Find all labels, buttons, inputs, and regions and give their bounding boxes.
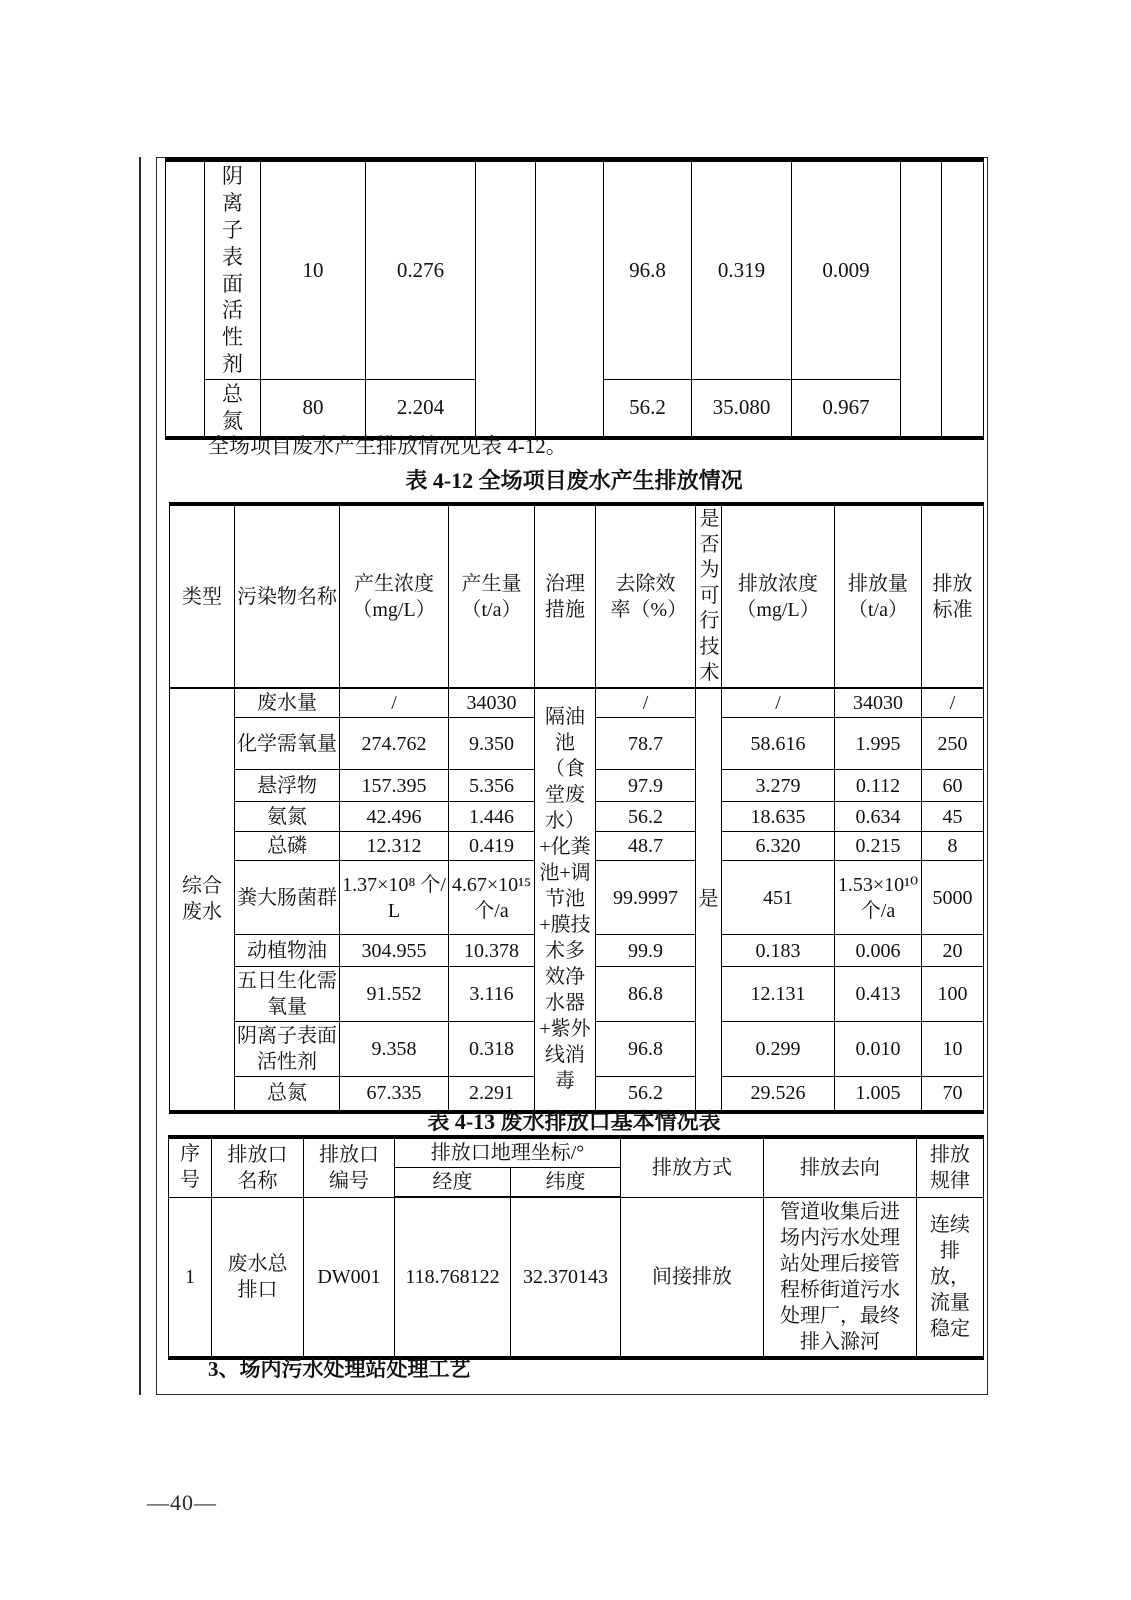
t412-r6-gen-conc: 304.955 — [340, 935, 449, 967]
t412-r9-standard: 70 — [922, 1077, 984, 1112]
t412-r4-dis-conc: 6.320 — [722, 832, 835, 861]
prev-type-cell-empty — [166, 160, 205, 438]
t413-r0-pattern — [917, 1197, 984, 1358]
t412-r0-name: 废水量 — [235, 688, 340, 718]
t412-r3-dis-amt: 0.634 — [835, 802, 922, 832]
t412-r5-gen-conc: 1.37×10⁸ 个/L — [340, 861, 449, 935]
t413-header-seq — [169, 1137, 212, 1197]
prev-tn-removal: 56.2 — [604, 380, 692, 438]
t413-r0-dest — [764, 1197, 917, 1358]
t412-r2-gen-conc: 157.395 — [340, 770, 449, 802]
t413-r0-pattern-text: 连续排放，流量稳定 — [930, 1213, 970, 1340]
t412-r9-gen-amt: 2.291 — [449, 1077, 535, 1112]
t412-r2-name: 悬浮物 — [235, 770, 340, 802]
t413-header-name — [212, 1137, 304, 1197]
t412-r4-standard: 8 — [922, 832, 984, 861]
t412-r2-dis-conc: 3.279 — [722, 770, 835, 802]
t412-header-feasible — [696, 504, 722, 688]
prev-anionic-removal: 96.8 — [604, 160, 692, 380]
prev-anionic-name-text: 阴离子表面活性剂 — [221, 164, 243, 377]
t413-header-mode: 排放方式 — [621, 1137, 764, 1197]
t413-header-name-text: 排放口名称 — [227, 1143, 288, 1192]
t412-r6-dis-amt: 0.006 — [835, 935, 922, 967]
prev-anionic-name — [205, 160, 261, 380]
t412-type-value-text: 综合废水 — [182, 875, 222, 924]
t412-r7-gen-conc: 91.552 — [340, 967, 449, 1022]
t412-header-feasible-text: 是否为可行技术 — [699, 508, 720, 684]
t412-treatment-value: 隔油池（食堂废水）+化粪池+调节池+膜技术多效净水器+紫外线消毒 — [535, 688, 596, 1112]
t412-r4-gen-conc: 12.312 — [340, 832, 449, 861]
t413-r0-lat: 32.370143 — [511, 1197, 621, 1358]
t412-r6-standard: 20 — [922, 935, 984, 967]
t413-header-lon: 经度 — [395, 1168, 511, 1198]
t412-header-dis-amt — [835, 504, 922, 688]
t413-header-pattern-text: 排放规律 — [930, 1143, 970, 1192]
t413-r0-mode: 间接排放 — [621, 1197, 764, 1358]
prev-page-table-continuation — [165, 157, 984, 440]
t412-r5-standard: 5000 — [922, 861, 984, 935]
t413-header-coord: 排放口地理坐标/° — [395, 1137, 621, 1168]
page-border-outer-left — [139, 157, 141, 1395]
t412-r6-dis-conc: 0.183 — [722, 935, 835, 967]
t412-header-standard: 排放标准 — [922, 504, 984, 688]
t412-r2-dis-amt: 0.112 — [835, 770, 922, 802]
t412-r5-name: 粪大肠菌群 — [235, 861, 340, 935]
table-412 — [169, 502, 984, 1114]
t412-r4-dis-amt: 0.215 — [835, 832, 922, 861]
prev-merged-cell-empty — [536, 160, 604, 438]
t413-r0-seq: 1 — [169, 1197, 212, 1358]
t412-header-dis-amt-text: 排放量（t/a） — [848, 572, 908, 621]
t412-r5-dis-conc: 451 — [722, 861, 835, 935]
prev-tn-gen-amt: 2.204 — [366, 380, 476, 438]
t413-data-row — [169, 1197, 984, 1358]
t412-header-gen-amt — [449, 504, 535, 688]
t412-r3-name: 氨氮 — [235, 802, 340, 832]
t412-header-gen-amt-text: 产生量（t/a） — [461, 572, 522, 621]
prev-anionic-dis-amt: 0.009 — [792, 160, 901, 380]
t412-r7-standard: 100 — [922, 967, 984, 1022]
t412-r3-removal: 56.2 — [596, 802, 696, 832]
t412-r6-removal: 99.9 — [596, 935, 696, 967]
t413-header-code-text: 排放口编号 — [319, 1143, 379, 1192]
prev-right-cell-empty-2 — [942, 160, 984, 438]
prev-tn-dis-conc: 35.080 — [692, 380, 792, 438]
t412-r7-gen-amt: 3.116 — [449, 967, 535, 1022]
t412-r8-standard: 10 — [922, 1022, 984, 1077]
t412-r9-dis-conc: 29.526 — [722, 1077, 835, 1112]
t412-r2-gen-amt: 5.356 — [449, 770, 535, 802]
t412-feasible-value: 是 — [696, 688, 722, 1112]
t413-header-dest: 排放去向 — [764, 1137, 917, 1197]
prev-tn-name-text: 总氮 — [221, 382, 243, 433]
prev-anionic-gen-amt: 0.276 — [366, 160, 476, 380]
prev-tn-gen-conc: 80 — [261, 380, 366, 438]
t412-r8-gen-amt: 0.318 — [449, 1022, 535, 1077]
t412-r2-standard: 60 — [922, 770, 984, 802]
t412-header-pollutant: 污染物名称 — [235, 504, 340, 688]
t413-header-code — [304, 1137, 395, 1197]
t412-r0-dis-amt: 34030 — [835, 688, 922, 718]
t412-r9-dis-amt: 1.005 — [835, 1077, 922, 1112]
table-413 — [168, 1135, 984, 1360]
t412-header-removal — [596, 504, 696, 688]
t412-r0-standard: / — [922, 688, 984, 718]
t412-r9-removal: 56.2 — [596, 1077, 696, 1112]
t412-r7-removal: 86.8 — [596, 967, 696, 1022]
t413-header-seq-text: 序号 — [180, 1143, 200, 1191]
prev-anionic-dis-conc: 0.319 — [692, 160, 792, 380]
t412-r7-dis-amt: 0.413 — [835, 967, 922, 1022]
t412-header-type: 类型 — [170, 504, 235, 688]
t412-r1-gen-amt: 9.350 — [449, 718, 535, 770]
t412-r3-standard: 45 — [922, 802, 984, 832]
t412-r4-gen-amt: 0.419 — [449, 832, 535, 861]
t412-r8-dis-amt: 0.010 — [835, 1022, 922, 1077]
t413-r0-dest-text: 管道收集后进场内污水处理站处理后接管程桥街道污水处理厂，最终排入滁河 — [780, 1200, 900, 1353]
t412-r5-dis-amt: 1.53×10¹⁰ 个/a — [835, 861, 922, 935]
t412-header-gen-conc — [340, 504, 449, 688]
prev-tn-name — [205, 380, 261, 438]
page-number: —40— — [147, 1490, 217, 1515]
t412-r4-removal: 48.7 — [596, 832, 696, 861]
t412-r1-standard: 250 — [922, 718, 984, 770]
t413-header-row-1 — [169, 1137, 984, 1168]
t412-r7-name: 五日生化需氧量 — [235, 967, 340, 1022]
t412-header-dis-conc — [722, 504, 835, 688]
t412-r1-dis-amt: 1.995 — [835, 718, 922, 770]
t412-header-removal-text: 去除效率（%） — [610, 572, 688, 621]
t412-type-value — [170, 688, 235, 1112]
table-413-title: 表 4-13 废水排放口基本情况表 — [427, 1109, 721, 1134]
t413-r0-lon: 118.768122 — [395, 1197, 511, 1358]
t412-r5-removal: 99.9997 — [596, 861, 696, 935]
t412-r5-gen-amt: 4.67×10¹⁵ 个/a — [449, 861, 535, 935]
t412-r0-gen-amt: 34030 — [449, 688, 535, 718]
t412-r4-name: 总磷 — [235, 832, 340, 861]
t412-r7-dis-conc: 12.131 — [722, 967, 835, 1022]
prev-treatment-cell-empty — [476, 160, 536, 438]
t412-r1-removal: 78.7 — [596, 718, 696, 770]
intro-paragraph: 全场项目废水产生排放情况见表 4-12。 — [208, 434, 567, 458]
t412-header-treatment: 治理措施 — [535, 504, 596, 688]
t412-r9-gen-conc: 67.335 — [340, 1077, 449, 1112]
t412-r6-gen-amt: 10.378 — [449, 935, 535, 967]
t412-r3-gen-conc: 42.496 — [340, 802, 449, 832]
prev-row-anionic — [166, 160, 984, 380]
t412-r6-name: 动植物油 — [235, 935, 340, 967]
prev-anionic-gen-conc: 10 — [261, 160, 366, 380]
section-heading: 3、场内污水处理站处理工艺 — [208, 1357, 471, 1381]
t412-header-dis-conc-text: 排放浓度（mg/L） — [736, 572, 820, 621]
t412-header-gen-conc-text: 产生浓度（mg/L） — [352, 572, 436, 621]
t413-r0-name — [212, 1197, 304, 1358]
t412-r8-dis-conc: 0.299 — [722, 1022, 835, 1077]
t412-r3-gen-amt: 1.446 — [449, 802, 535, 832]
t412-r8-removal: 96.8 — [596, 1022, 696, 1077]
t412-r0-dis-conc: / — [722, 688, 835, 718]
t412-row-wastewater — [170, 688, 984, 718]
t412-r9-name: 总氮 — [235, 1077, 340, 1112]
prev-tn-dis-amt: 0.967 — [792, 380, 901, 438]
t412-r1-name: 化学需氧量 — [235, 718, 340, 770]
table-412-title: 表 4-12 全场项目废水产生排放情况 — [405, 468, 743, 493]
t412-r3-dis-conc: 18.635 — [722, 802, 835, 832]
t413-r0-code: DW001 — [304, 1197, 395, 1358]
t412-r8-gen-conc: 9.358 — [340, 1022, 449, 1077]
t412-r8-name: 阴离子表面活性剂 — [235, 1022, 340, 1077]
t412-header-row — [170, 504, 984, 688]
prev-right-cell-empty-1 — [901, 160, 942, 438]
t412-r2-removal: 97.9 — [596, 770, 696, 802]
t413-header-pattern — [917, 1137, 984, 1197]
t413-r0-name-text: 废水总排口 — [227, 1252, 288, 1301]
t412-r1-dis-conc: 58.616 — [722, 718, 835, 770]
t412-r0-gen-conc: / — [340, 688, 449, 718]
t413-header-lat: 纬度 — [511, 1168, 621, 1198]
t412-r0-removal: / — [596, 688, 696, 718]
t412-r1-gen-conc: 274.762 — [340, 718, 449, 770]
